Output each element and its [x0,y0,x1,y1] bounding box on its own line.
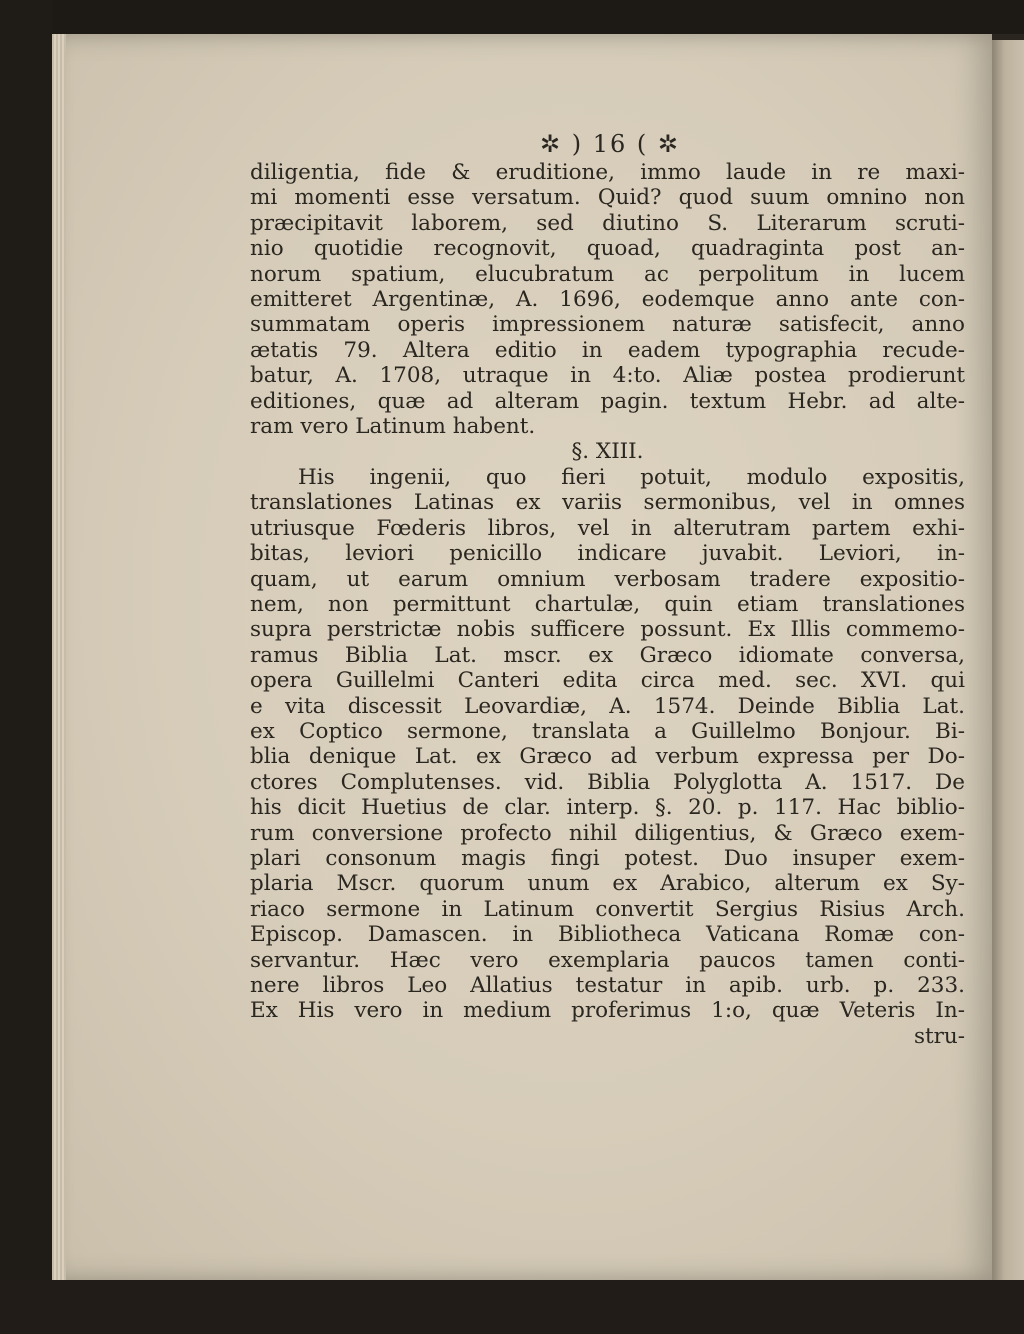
text-line: emitteret Argentinæ, A. 1696, eodemque anno ante con- [250,287,965,313]
text-line: ætatis 79. Altera editio in eadem typographia recude- [250,337,965,363]
text-line: nio quotidie recognovit, quoad, quadraginta post an- [250,236,965,262]
text-line: rum conversione profecto nihil diligentius, & Græco exem- [250,820,965,846]
text-line: quam, ut earum omnium verbosam tradere expositio- [250,566,965,592]
text-line: summatam operis impressionem naturæ satisfecit, anno [250,312,965,338]
text-line: ramus Biblia Lat. mscr. ex Græco idiomate conversa, [250,642,965,668]
text-line: supra perstrictæ nobis sufficere possunt. Ex Illis commemo- [250,617,965,643]
text-line: editiones, quæ ad alteram pagin. textum Hebr. ad alte- [250,388,965,414]
page-gutter [52,34,66,1280]
text-line: utriusque Fœderis libros, vel in alterutram partem exhi- [250,515,965,541]
text-line: bitas, leviori penicillo indicare juvabit. Leviori, in- [250,541,965,567]
text-line: diligentia, fide & eruditione, immo laude in re maxi- [250,160,965,185]
text-line: batur, A. 1708, utraque in 4:to. Aliæ postea prodierunt [250,363,965,389]
text-line: nere libros Leo Allatius testatur in apib. urb. p. 233. [250,973,965,998]
text-line: plaria Mscr. quorum unum ex Arabico, alterum ex Sy- [250,871,965,897]
page-header: ✲ ) 16 ( ✲ [540,130,680,158]
text-line: servantur. Hæc vero exemplaria paucos tamen conti- [250,947,965,973]
section-heading: §. XIII. [571,439,644,465]
text-line: His ingenii, quo fieri potuit, modulo expositis, [298,464,965,490]
text-line: translationes Latinas ex variis sermonibus, vel in omnes [250,490,965,516]
text-line: ram vero Latinum habent. [250,414,536,440]
scan-border-top [0,0,1024,34]
text-line: mi momenti esse versatum. Quid? quod suum omnino non [250,185,965,211]
text-line: norum spatium, elucubratum ac perpolitum in lucem [250,261,965,287]
text-line: nem, non permittunt chartulæ, quin etiam translationes [250,591,965,617]
text-line: his dicit Huetius de clar. interp. §. 20. p. 117. Hac biblio- [250,795,965,821]
text-line: ctores Complutenses. vid. Biblia Polyglotta A. 1517. De [250,769,965,795]
text-line: Episcop. Damascen. in Bibliotheca Vaticana Romæ con- [250,922,965,948]
text-line: e vita discessit Leovardiæ, A. 1574. Deinde Biblia Lat. [250,693,965,719]
catchword: stru- [913,1023,965,1049]
text-line: ex Coptico sermone, translata a Guillelmo Bonjour. Bi- [250,718,965,744]
text-line: blia denique Lat. ex Græco ad verbum expressa per Do- [250,744,965,770]
scan-border-bottom [0,1280,1024,1334]
text-line: opera Guillelmi Canteri edita circa med. sec. XVI. qui [250,668,965,694]
text-line: præcipitavit laborem, sed diutino S. Literarum scruti- [250,210,965,236]
scan-border-left [0,0,52,1334]
text-line: Ex His vero in medium proferimus 1:o, quæ Veteris In- [250,998,965,1024]
text-line: riaco sermone in Latinum convertit Sergius Risius Arch. [250,896,965,922]
next-page-edge [992,40,1024,1280]
body-text [250,160,965,1049]
text-line: plari consonum magis fingi potest. Duo insuper exem- [250,845,965,871]
